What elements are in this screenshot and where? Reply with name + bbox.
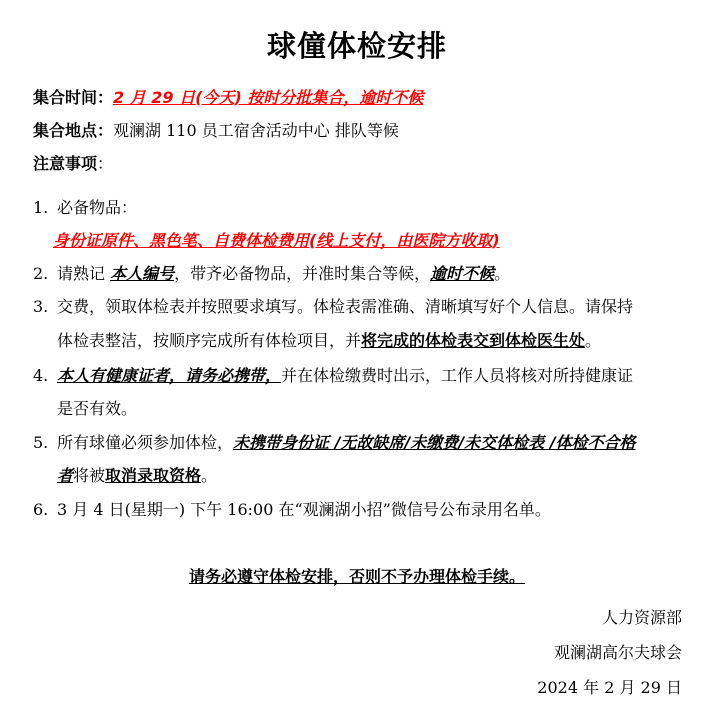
notes-heading bbox=[33, 154, 113, 174]
item-text-mid: 将被 bbox=[73, 466, 106, 485]
item-text-line1: 并在体检缴费时出示，工作人员将核对所持健康证 bbox=[281, 366, 634, 385]
note-item-5-line2 bbox=[57, 466, 217, 486]
meet-time-line bbox=[33, 88, 423, 108]
meet-place-label: 集合地点： bbox=[33, 121, 114, 140]
item-number: 2. bbox=[33, 264, 49, 283]
item-text-pre: 请熟记 bbox=[57, 264, 111, 283]
meet-place-value: 观澜湖 110 员工宿舍活动中心 排队等候 bbox=[113, 121, 399, 140]
emphasis-submit-form: 将完成的体检表交到体检医生处 bbox=[361, 331, 586, 350]
note-item-2 bbox=[33, 264, 510, 284]
emphasis-employee-number: 本人编号 bbox=[110, 264, 175, 283]
required-items-text: 身份证原件、黑色笔、自费体检费用(线上支付，由医院方收取) bbox=[53, 231, 500, 250]
item-text-pre: 所有球僮必须参加体检， bbox=[57, 433, 234, 452]
item-text-mid: ，带齐必备物品，并准时集合等候， bbox=[174, 264, 431, 283]
meet-time-label: 集合时间： bbox=[33, 88, 114, 107]
signature-dept: 人力资源部 bbox=[601, 608, 682, 627]
item-number: 4. bbox=[33, 366, 49, 385]
signature-date: 2024 年 2 月 29 日 bbox=[537, 678, 682, 697]
item-text: 必备物品： bbox=[57, 198, 138, 217]
note-item-1 bbox=[33, 198, 137, 218]
item-text-line1: 交费，领取体检表并按照要求填写。体检表需准确、清晰填写好个人信息。请保持 bbox=[57, 297, 634, 316]
emphasis-cancel-admission: 取消录取资格 bbox=[105, 466, 202, 485]
note-item-6 bbox=[33, 500, 551, 520]
emphasis-health-cert: 本人有健康证者，请务必携带， bbox=[57, 366, 282, 385]
note-item-3-line2 bbox=[57, 331, 601, 351]
notes-colon: ： bbox=[97, 154, 114, 173]
note-item-5 bbox=[33, 433, 636, 453]
item-text-post: 。 bbox=[494, 264, 511, 283]
item-text-line2: 是否有效。 bbox=[57, 399, 138, 418]
item-number: 1. bbox=[33, 198, 49, 217]
item-text-post: 。 bbox=[201, 466, 218, 485]
compliance-notice: 请务必遵守体检安排，否则不予办理体检手续。 bbox=[188, 567, 525, 586]
meet-time-value: 2 月 29 日(今天) 按时分批集合，逾时不候 bbox=[113, 88, 424, 107]
emphasis-disqualify-conditions-end: 者 bbox=[57, 466, 74, 485]
note-item-4-line2 bbox=[57, 399, 137, 419]
signature-org: 观澜湖高尔夫球会 bbox=[553, 643, 682, 662]
item-number: 5. bbox=[33, 433, 49, 452]
emphasis-disqualify-conditions: 未携带身份证 /无故缺席/未缴费/未交体检表 /体检不合格 bbox=[233, 433, 636, 452]
note-item-3 bbox=[33, 297, 633, 317]
note-item-1-sub bbox=[53, 231, 500, 251]
item-text-pre: 体检表整洁，按顺序完成所有体检项目，并 bbox=[57, 331, 362, 350]
item-number: 3. bbox=[33, 297, 49, 316]
note-item-4 bbox=[33, 366, 633, 386]
meet-place-line bbox=[33, 121, 399, 141]
item-text-post: 。 bbox=[585, 331, 602, 350]
item-number: 6. bbox=[33, 500, 49, 519]
notes-label: 注意事项 bbox=[33, 154, 98, 173]
emphasis-no-waiting: 逾时不候 bbox=[430, 264, 495, 283]
item-text: 3 月 4 日(星期一) 下午 16:00 在“观澜湖小招”微信号公布录用名单。 bbox=[57, 500, 551, 519]
page-title: 球僮体检安排 bbox=[266, 29, 447, 63]
